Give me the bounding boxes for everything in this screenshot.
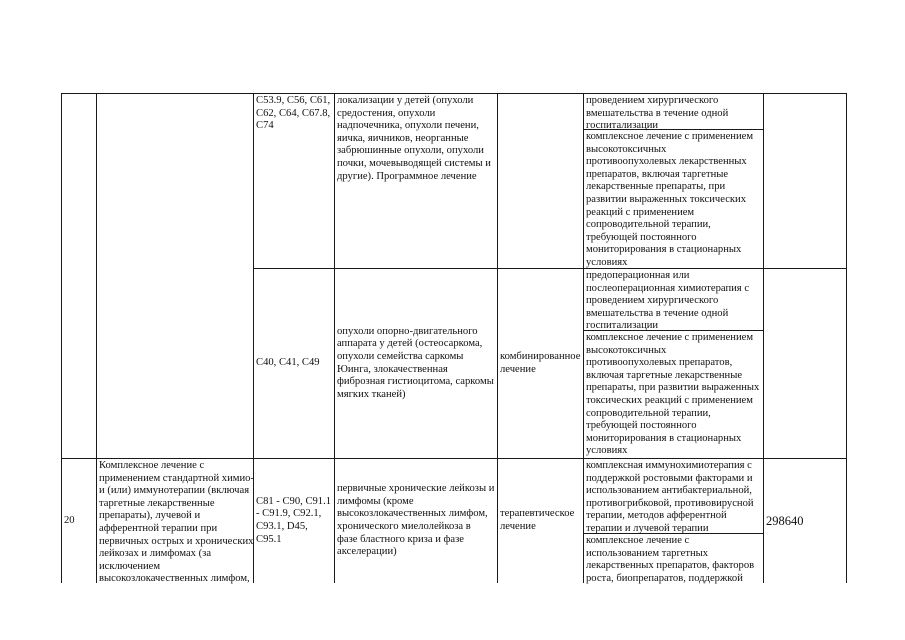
treatment-type-cell-20 xyxy=(500,459,584,583)
codes-cell-20 xyxy=(256,459,336,583)
codes-cell-top: C53.9, C56, C61, C62, C64, C67.8, C74 xyxy=(256,95,331,132)
row-number-cell xyxy=(64,459,96,583)
codes-cell-mid xyxy=(256,269,334,458)
method-cell-20-2: комплексное лечение с использованием таргетных лекарственных препаратов, факторов роста, биопрепаратов, поддержкой xyxy=(586,535,755,584)
table-border-right xyxy=(846,93,847,583)
method-cell-mid-1: предоперационная или послеоперационная химиотерапия с проведением хирургического вмешательства в течение одной госпитализации xyxy=(586,270,750,332)
cost-cell-20 xyxy=(766,459,846,583)
treatment-type-cell-mid xyxy=(500,269,584,458)
col-line-1 xyxy=(96,93,97,583)
cost-value: 298640 xyxy=(766,513,804,528)
row-number: 20 xyxy=(64,514,75,526)
diagnosis-text-mid: опухоли опорно-двигательного аппарата у детей (остеосаркома, опухоли семейства саркомы Юинга, злокачественная фиброзная гистиоцитома, саркомы мягких тканей) xyxy=(337,325,494,400)
codes-text-20: C81 - C90, C91.1 - C91.9, C92.1, C93.1, D45, C95.1 xyxy=(256,495,332,545)
diagnosis-cell-top: локализации у детей (опухоли средостения, опухоли надпочечника, опухоли печени, яичка, яичников, неорганные забрюшинные опухоли, опухоли почки, мочевыводящей системы и другие). Программное лечение xyxy=(337,95,491,182)
method-cell-20-1: комплексная иммунохимиотерапия с поддержкой ростовыми факторами и использованием антибактериальной, противогрибковой, противовирусной терапии, методов афферентной терапии и лучевой терапии xyxy=(586,460,754,534)
method-cell-top-2: комплексное лечение с применением высокотоксичных противоопухолевых лекарственных препаратов, включая таргетные лекарственные препараты, при развитии выраженных токсических реакций с применением сопроводительной терапии, требующей постоянного мониторирования в стационарных условиях xyxy=(586,131,754,268)
treatment-type-text-mid: комбинированное лечение xyxy=(500,350,581,375)
table-border-left xyxy=(61,93,62,583)
profile-name-cell: Комплексное лечение с применением стандартной химио- и (или) иммунотерапии (включая таргетные лекарственные препараты), лучевой и афферентной терапии при первичных острых и хронических лейкозах и лимфомах (за исключением высокозлокачественных лимфом, xyxy=(99,460,254,585)
codes-text-mid: C40, C41, C49 xyxy=(256,357,320,369)
table-border-top xyxy=(61,93,847,94)
diagnosis-text-20: первичные хронические лейкозы и лимфомы (кроме высокозлокачественных лимфом, хронического миелолейкоза в фазе бластного криза и фазе акселерации) xyxy=(337,483,495,558)
diagnosis-cell-mid xyxy=(337,269,499,458)
method-cell-top-1: проведением хирургического вмешательства в течение одной госпитализации xyxy=(586,95,729,132)
method-cell-mid-2: комплексное лечение с применением высокотоксичных противоопухолевых препаратов, включая таргетные лекарственные препараты, при развитии выраженных токсических реакций с применением сопроводительной терапии, требующей постоянного мониторирования в стационарных условиях xyxy=(586,332,760,457)
diagnosis-cell-20 xyxy=(337,459,500,583)
treatment-type-text-20: терапевтическое лечение xyxy=(500,508,575,532)
